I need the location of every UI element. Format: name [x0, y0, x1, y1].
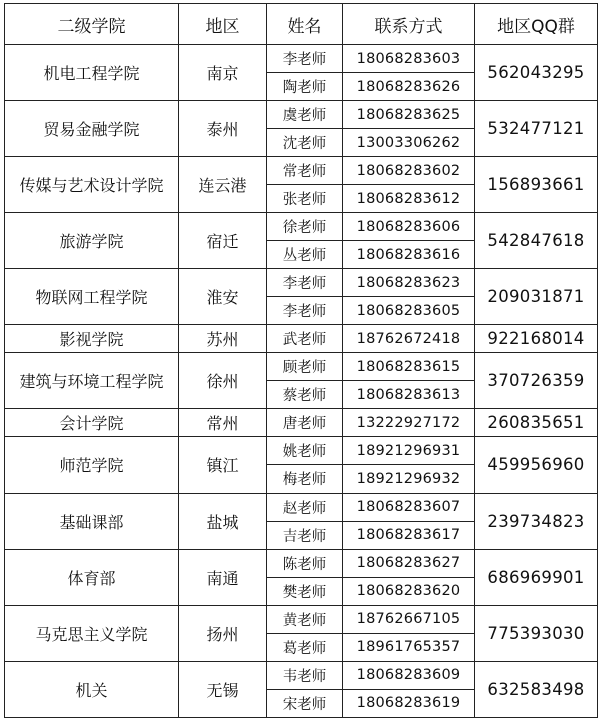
teacher-name-cell: 武老师: [267, 325, 343, 353]
teacher-name-cell: 姚老师: [267, 437, 343, 465]
college-cell: 机关: [5, 661, 179, 717]
table-row: [5, 437, 598, 465]
phone-cell: 18762667105: [343, 605, 475, 633]
region-cell: 徐州: [179, 353, 267, 409]
phone-cell: 18068283623: [343, 269, 475, 297]
college-cell: 贸易金融学院: [5, 101, 179, 157]
region-cell: 宿迁: [179, 213, 267, 269]
phone-cell: 18068283616: [343, 241, 475, 269]
teacher-name-cell: 黄老师: [267, 605, 343, 633]
region-cell: 常州: [179, 409, 267, 437]
teacher-name-cell: 丛老师: [267, 241, 343, 269]
table-row: [5, 269, 598, 297]
phone-cell: 18068283613: [343, 381, 475, 409]
qq-group-cell: 156893661: [475, 157, 598, 213]
phone-cell: 13222927172: [343, 409, 475, 437]
college-cell: 马克思主义学院: [5, 605, 179, 661]
phone-cell: 18921296932: [343, 465, 475, 493]
college-cell: 基础课部: [5, 493, 179, 549]
table-row: [5, 45, 598, 73]
table-row: [5, 549, 598, 577]
qq-group-cell: 562043295: [475, 45, 598, 101]
table-row: [5, 325, 598, 353]
qq-group-cell: 775393030: [475, 605, 598, 661]
table-row: [5, 661, 598, 689]
teacher-name-cell: 李老师: [267, 45, 343, 73]
header-contact: 联系方式: [343, 4, 475, 45]
table-row: [5, 213, 598, 241]
teacher-name-cell: 唐老师: [267, 409, 343, 437]
phone-cell: 18762672418: [343, 325, 475, 353]
region-cell: 苏州: [179, 325, 267, 353]
phone-cell: 18068283605: [343, 297, 475, 325]
phone-cell: 18068283615: [343, 353, 475, 381]
college-cell: 旅游学院: [5, 213, 179, 269]
teacher-name-cell: 李老师: [267, 297, 343, 325]
teacher-name-cell: 梅老师: [267, 465, 343, 493]
college-cell: 影视学院: [5, 325, 179, 353]
region-cell: 盐城: [179, 493, 267, 549]
table-row: [5, 101, 598, 129]
qq-group-cell: 260835651: [475, 409, 598, 437]
teacher-name-cell: 沈老师: [267, 129, 343, 157]
table-row: [5, 157, 598, 185]
phone-cell: 18068283609: [343, 661, 475, 689]
region-cell: 无锡: [179, 661, 267, 717]
header-qq-group: 地区QQ群: [475, 4, 598, 45]
teacher-name-cell: 赵老师: [267, 493, 343, 521]
college-cell: 机电工程学院: [5, 45, 179, 101]
phone-cell: 18068283619: [343, 689, 475, 717]
phone-cell: 18961765357: [343, 633, 475, 661]
table-row: [5, 605, 598, 633]
teacher-name-cell: 虞老师: [267, 101, 343, 129]
teacher-name-cell: 顾老师: [267, 353, 343, 381]
phone-cell: 18068283625: [343, 101, 475, 129]
phone-cell: 18921296931: [343, 437, 475, 465]
region-cell: 淮安: [179, 269, 267, 325]
qq-group-cell: 542847618: [475, 213, 598, 269]
contact-table: [4, 3, 598, 718]
teacher-name-cell: 常老师: [267, 157, 343, 185]
college-cell: 物联网工程学院: [5, 269, 179, 325]
college-cell: 会计学院: [5, 409, 179, 437]
header-college: 二级学院: [5, 4, 179, 45]
teacher-name-cell: 陶老师: [267, 73, 343, 101]
college-cell: 师范学院: [5, 437, 179, 493]
phone-cell: 13003306262: [343, 129, 475, 157]
table-row: [5, 493, 598, 521]
qq-group-cell: 370726359: [475, 353, 598, 409]
teacher-name-cell: 李老师: [267, 269, 343, 297]
region-cell: 扬州: [179, 605, 267, 661]
teacher-name-cell: 吉老师: [267, 521, 343, 549]
college-cell: 建筑与环境工程学院: [5, 353, 179, 409]
phone-cell: 18068283606: [343, 213, 475, 241]
table-body: [5, 45, 598, 718]
header-name: 姓名: [267, 4, 343, 45]
qq-group-cell: 632583498: [475, 661, 598, 717]
phone-cell: 18068283620: [343, 577, 475, 605]
college-cell: 传媒与艺术设计学院: [5, 157, 179, 213]
teacher-name-cell: 宋老师: [267, 689, 343, 717]
phone-cell: 18068283617: [343, 521, 475, 549]
table-row: [5, 353, 598, 381]
region-cell: 镇江: [179, 437, 267, 493]
teacher-name-cell: 徐老师: [267, 213, 343, 241]
qq-group-cell: 209031871: [475, 269, 598, 325]
table-row: [5, 409, 598, 437]
qq-group-cell: 239734823: [475, 493, 598, 549]
teacher-name-cell: 陈老师: [267, 549, 343, 577]
phone-cell: 18068283602: [343, 157, 475, 185]
region-cell: 连云港: [179, 157, 267, 213]
region-cell: 南通: [179, 549, 267, 605]
region-cell: 泰州: [179, 101, 267, 157]
qq-group-cell: 459956960: [475, 437, 598, 493]
teacher-name-cell: 葛老师: [267, 633, 343, 661]
header-row: [5, 4, 598, 45]
phone-cell: 18068283603: [343, 45, 475, 73]
header-region: 地区: [179, 4, 267, 45]
teacher-name-cell: 张老师: [267, 185, 343, 213]
qq-group-cell: 922168014: [475, 325, 598, 353]
teacher-name-cell: 蔡老师: [267, 381, 343, 409]
phone-cell: 18068283627: [343, 549, 475, 577]
phone-cell: 18068283607: [343, 493, 475, 521]
teacher-name-cell: 韦老师: [267, 661, 343, 689]
college-cell: 体育部: [5, 549, 179, 605]
qq-group-cell: 686969901: [475, 549, 598, 605]
qq-group-cell: 532477121: [475, 101, 598, 157]
phone-cell: 18068283612: [343, 185, 475, 213]
phone-cell: 18068283626: [343, 73, 475, 101]
teacher-name-cell: 樊老师: [267, 577, 343, 605]
region-cell: 南京: [179, 45, 267, 101]
